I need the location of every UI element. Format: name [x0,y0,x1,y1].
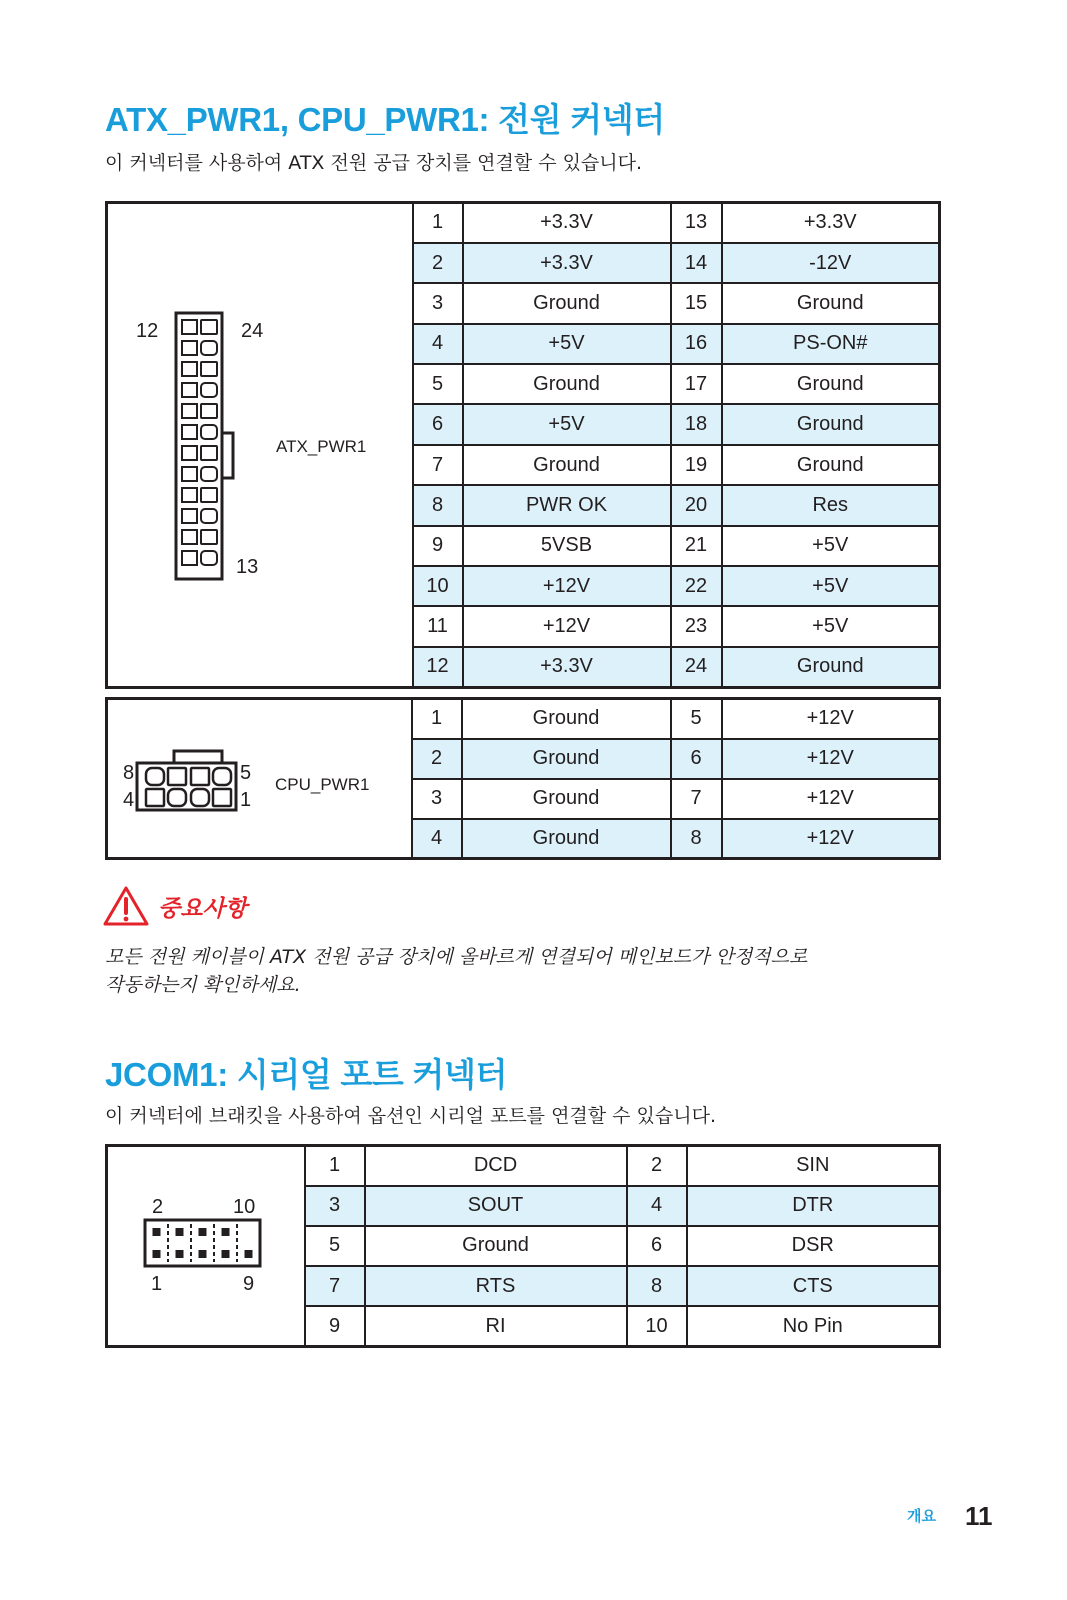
connector-pin [182,551,197,565]
jcom1-10pin-header-icon [141,1216,265,1270]
pin-number-cell: 2 [627,1146,687,1186]
connector-pin [201,530,217,544]
connector-pin [182,383,197,397]
cpu-pin-label-5: 5 [240,762,252,784]
connector-pin [201,467,217,481]
pin-number-cell: 4 [412,819,462,859]
cpu-pwr1-label: CPU_PWR1 [275,775,370,794]
pin-number-cell: 20 [671,485,722,525]
pin-number-cell: 22 [671,566,722,606]
connector-pin [201,551,217,565]
connector-pin [201,404,217,418]
connector-pin [146,768,164,785]
warning-icon [103,885,149,927]
pin-number-cell: 9 [413,526,463,566]
pin-number-cell: 4 [627,1186,687,1226]
notice-heading: 중요사항 [158,896,247,922]
pin-signal-cell: +5V [722,526,940,566]
pin-number-cell: 14 [671,243,722,283]
pin-signal-cell: Ground [722,445,940,485]
connector-pin [213,768,231,785]
pin-signal-cell: PWR OK [463,485,671,525]
pin-number-cell: 9 [305,1306,365,1346]
pin-number-cell: 5 [305,1226,365,1266]
connector-pin [168,789,186,806]
pin-signal-cell: Ground [463,445,671,485]
connector-latch [222,433,233,478]
header-pin [222,1228,230,1236]
pin-signal-cell: +12V [463,606,671,646]
pin-row [107,203,940,243]
pin-signal-cell: +3.3V [463,243,671,283]
pin-signal-cell: CTS [687,1266,940,1306]
pin-signal-cell: SIN [687,1146,940,1186]
pin-signal-cell: DSR [687,1226,940,1266]
pin-number-cell: 1 [305,1146,365,1186]
pin-signal-cell: Ground [722,647,940,687]
connector-pin [182,341,197,355]
jcom-pin-label-9: 9 [243,1273,255,1295]
header-pin [176,1250,184,1258]
pin-number-cell: 10 [413,566,463,606]
pin-signal-cell: +5V [722,606,940,646]
pin-number-cell: 2 [412,739,462,779]
power-section-title: ATX_PWR1, CPU_PWR1: 전원 커넥터 [105,101,665,138]
connector-pin [213,789,231,806]
pin-number-cell: 16 [671,324,722,364]
pin-signal-cell: Ground [462,819,671,859]
pin-number-cell: 12 [413,647,463,687]
pin-number-cell: 5 [671,699,722,739]
connector-pin [182,530,197,544]
pin-signal-cell: +12V [722,699,940,739]
connector-pin [182,320,197,334]
pin-signal-cell: +12V [463,566,671,606]
header-pin [176,1228,184,1236]
pin-signal-cell: RI [365,1306,627,1346]
pin-signal-cell: Ground [722,283,940,323]
connector-pin [201,509,217,523]
pin-signal-cell: Ground [463,283,671,323]
atx-24pin-connector-icon [170,307,240,587]
notice-text [105,943,807,999]
pin-signal-cell: DTR [687,1186,940,1226]
pin-signal-cell: RTS [365,1266,627,1306]
connector-pin [201,341,217,355]
notice-text-line: 모든 전원 케이블이 ATX 전원 공급 장치에 올바르게 연결되어 메인보드가 안정적으로 [105,946,808,968]
connector-pin [191,789,209,806]
pin-signal-cell: No Pin [687,1306,940,1346]
header-pin [199,1250,207,1258]
pin-number-cell: 6 [627,1226,687,1266]
pin-signal-cell: DCD [365,1146,627,1186]
pin-number-cell: 7 [671,779,722,819]
header-pin [222,1250,230,1258]
serial-section-description: 이 커넥터에 브래킷을 사용하여 옵션인 시리얼 포트를 연결할 수 있습니다. [105,1105,717,1127]
pin-signal-cell: +12V [722,819,940,859]
pin-number-cell: 18 [671,404,722,444]
pin-signal-cell: Ground [462,699,671,739]
pin-signal-cell: +3.3V [463,647,671,687]
pin-signal-cell: +12V [722,739,940,779]
connector-pin [182,488,197,502]
jcom-pin-label-2: 2 [152,1196,164,1218]
serial-section-title: JCOM1: 시리얼 포트 커넥터 [105,1056,508,1093]
pin-number-cell: 6 [413,404,463,444]
pin-signal-cell: Ground [722,404,940,444]
pin-signal-cell: -12V [722,243,940,283]
cpu-pin-label-1: 1 [240,789,252,811]
pin-signal-cell: Ground [462,739,671,779]
cpu-8pin-connector-icon [133,745,241,815]
connector-pin [146,789,164,806]
connector-pin [201,383,217,397]
power-section-description: 이 커넥터를 사용하여 ATX 전원 공급 장치를 연결할 수 있습니다. [105,152,643,174]
pin-signal-cell: PS-ON# [722,324,940,364]
connector-pin [201,320,217,334]
header-pin [199,1228,207,1236]
connector-pin [201,362,217,376]
pin-number-cell: 24 [671,647,722,687]
pin-signal-cell: Ground [462,779,671,819]
pin-number-cell: 13 [671,203,722,243]
pin-number-cell: 10 [627,1306,687,1346]
pin-number-cell: 2 [413,243,463,283]
pin-row [107,699,940,739]
cpu-pin-label-4: 4 [123,789,135,811]
pin-number-cell: 1 [413,203,463,243]
pin-signal-cell: +5V [463,404,671,444]
pin-number-cell: 4 [413,324,463,364]
connector-pin [201,425,217,439]
atx-pwr1-label: ATX_PWR1 [276,437,367,456]
pin-number-cell: 23 [671,606,722,646]
header-pin [153,1250,161,1258]
pin-signal-cell: +3.3V [722,203,940,243]
pin-signal-cell: +12V [722,779,940,819]
pin-number-cell: 11 [413,606,463,646]
atx-pin-label-13: 13 [236,556,259,578]
cpu-pin-label-8: 8 [123,762,135,784]
connector-pin [182,446,197,460]
pin-number-cell: 7 [413,445,463,485]
pin-number-cell: 7 [305,1266,365,1306]
connector-pin [191,768,209,785]
connector-pin [182,404,197,418]
pin-number-cell: 1 [412,699,462,739]
pin-signal-cell: Ground [722,364,940,404]
pin-number-cell: 3 [305,1186,365,1226]
pin-number-cell: 17 [671,364,722,404]
pin-number-cell: 8 [627,1266,687,1306]
footer-section-name: 개요 [907,1507,936,1525]
connector-pin [201,446,217,460]
jcom-pin-label-10: 10 [233,1196,256,1218]
pin-signal-cell: 5VSB [463,526,671,566]
pin-signal-cell: Ground [463,364,671,404]
pin-number-cell: 6 [671,739,722,779]
notice-text-line: 작동하는지 확인하세요. [105,974,301,996]
page-number: 11 [965,1501,993,1531]
pin-number-cell: 3 [413,283,463,323]
pin-signal-cell: +3.3V [463,203,671,243]
pin-number-cell: 5 [413,364,463,404]
connector-pin [168,768,186,785]
atx-pin-label-12: 12 [136,320,159,342]
pin-signal-cell: SOUT [365,1186,627,1226]
pin-signal-cell: +5V [463,324,671,364]
atx-pin-label-24: 24 [241,320,264,342]
atx-pwr1-diagram-cell [107,203,413,688]
pin-number-cell: 8 [671,819,722,859]
pin-number-cell: 3 [412,779,462,819]
pin-number-cell: 19 [671,445,722,485]
connector-pin [201,488,217,502]
connector-pin [182,425,197,439]
pin-signal-cell: Res [722,485,940,525]
header-pin [153,1228,161,1236]
pin-number-cell: 21 [671,526,722,566]
jcom-pin-label-1: 1 [151,1273,163,1295]
header-pin [245,1250,253,1258]
connector-pin [182,509,197,523]
pin-signal-cell: Ground [365,1226,627,1266]
connector-pin [182,362,197,376]
header-housing [145,1220,260,1266]
connector-pin [182,467,197,481]
pin-row [107,1146,940,1186]
pin-number-cell: 8 [413,485,463,525]
pin-number-cell: 15 [671,283,722,323]
pin-signal-cell: +5V [722,566,940,606]
connector-latch [174,751,222,763]
